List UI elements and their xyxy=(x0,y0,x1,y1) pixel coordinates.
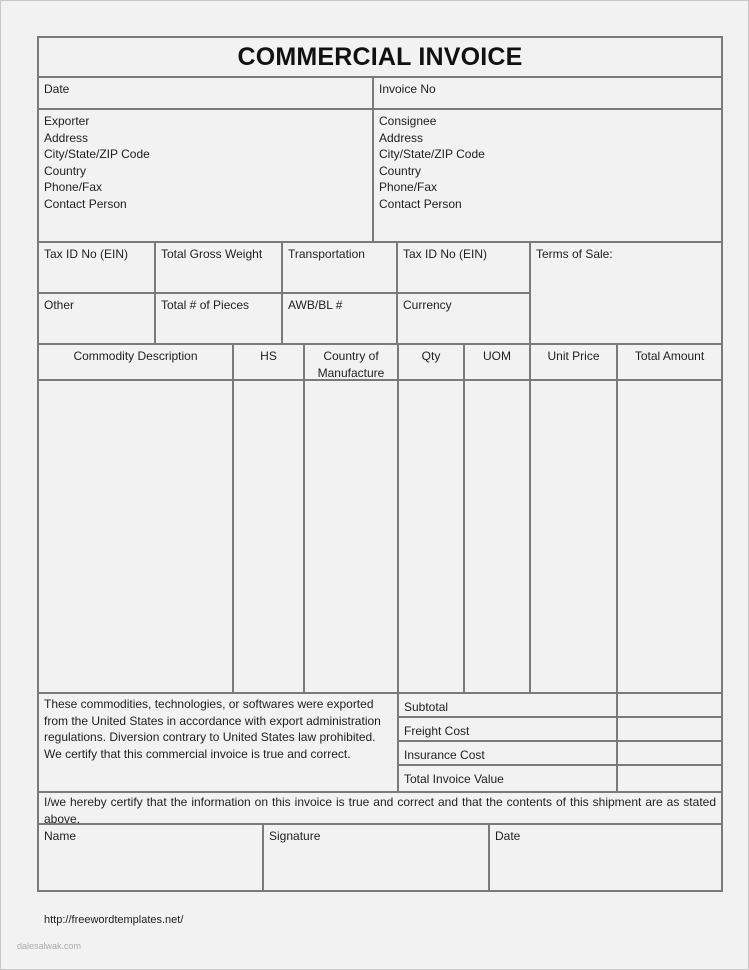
invoice-no-label: Invoice No xyxy=(379,82,436,96)
exporter-tax-id-field[interactable]: Tax ID No (EIN) xyxy=(37,241,156,294)
signature-date-field[interactable]: Date xyxy=(488,823,723,892)
consignee-phone-label: Phone/Fax xyxy=(379,180,438,194)
signature-field[interactable]: Signature xyxy=(262,823,490,892)
col-header-uom: UOM xyxy=(463,343,531,381)
exporter-city-label: City/State/ZIP Code xyxy=(44,147,150,161)
consignee-block[interactable] xyxy=(372,108,723,243)
col-header-unit-price: Unit Price xyxy=(529,343,618,381)
qty-cell[interactable] xyxy=(397,379,465,694)
col-header-qty: Qty xyxy=(397,343,465,381)
terms-of-sale-field[interactable]: Terms of Sale: xyxy=(529,241,723,345)
exporter-country-label: Country xyxy=(44,163,87,178)
hs-cell[interactable] xyxy=(232,379,305,694)
freight-cost-label: Freight Cost xyxy=(397,716,618,742)
awb-bl-field[interactable]: AWB/BL # xyxy=(281,292,398,345)
invoice-no-field[interactable] xyxy=(372,76,723,110)
exporter-label: Exporter xyxy=(44,114,90,128)
subtotal-value[interactable] xyxy=(616,692,723,718)
consignee-contact-label: Contact Person xyxy=(379,196,462,211)
total-pieces-field[interactable]: Total # of Pieces xyxy=(154,292,283,345)
invoice-title: COMMERCIAL INVOICE xyxy=(37,36,723,78)
total-invoice-value-label: Total Invoice Value xyxy=(397,764,618,793)
exporter-contact-label: Contact Person xyxy=(44,196,127,211)
freight-cost-value[interactable] xyxy=(616,716,723,742)
other-field[interactable]: Other xyxy=(37,292,156,345)
consignee-label: Consignee xyxy=(379,114,437,128)
transportation-field[interactable]: Transportation xyxy=(281,241,398,294)
subtotal-label: Subtotal xyxy=(397,692,618,718)
watermark: dalesalwak.com xyxy=(17,941,82,951)
total-invoice-value[interactable] xyxy=(616,764,723,793)
insurance-cost-value[interactable] xyxy=(616,740,723,766)
total-amount-cell[interactable] xyxy=(616,379,723,694)
col-header-country: Country of Manufacture xyxy=(303,343,399,381)
exporter-block[interactable] xyxy=(37,108,374,243)
commodity-description-cell[interactable] xyxy=(37,379,234,694)
exporter-address-label: Address xyxy=(44,130,89,145)
col-header-commodity: Commodity Description xyxy=(37,343,234,381)
consignee-tax-id-field[interactable]: Tax ID No (EIN) xyxy=(396,241,531,294)
uom-cell[interactable] xyxy=(463,379,531,694)
date-field[interactable] xyxy=(37,76,374,110)
country-cell[interactable] xyxy=(303,379,399,694)
source-url: http://freewordtemplates.net/ xyxy=(44,914,184,926)
certification-statement: I/we hereby certify that the information on this invoice is true and correct and that the contents of this shipment are as stated above. xyxy=(37,791,723,825)
date-label: Date xyxy=(44,82,70,96)
insurance-cost-label: Insurance Cost xyxy=(397,740,618,766)
currency-field[interactable]: Currency xyxy=(396,292,531,345)
exporter-phone-label: Phone/Fax xyxy=(44,180,103,194)
consignee-country-label: Country xyxy=(379,163,422,178)
export-statement: These commodities, technologies, or softwares were exported from the United States in accordance with export administration regulations. Diversion contrary to United States law prohibited. We certify that this commercial invoice is true and correct. xyxy=(37,692,399,793)
consignee-city-label: City/State/ZIP Code xyxy=(379,147,485,161)
unit-price-cell[interactable] xyxy=(529,379,618,694)
col-header-total-amount: Total Amount xyxy=(616,343,723,381)
col-header-hs: HS xyxy=(232,343,305,381)
consignee-address-label: Address xyxy=(379,130,424,145)
name-field[interactable]: Name xyxy=(37,823,264,892)
total-gross-weight-field[interactable]: Total Gross Weight xyxy=(154,241,283,294)
